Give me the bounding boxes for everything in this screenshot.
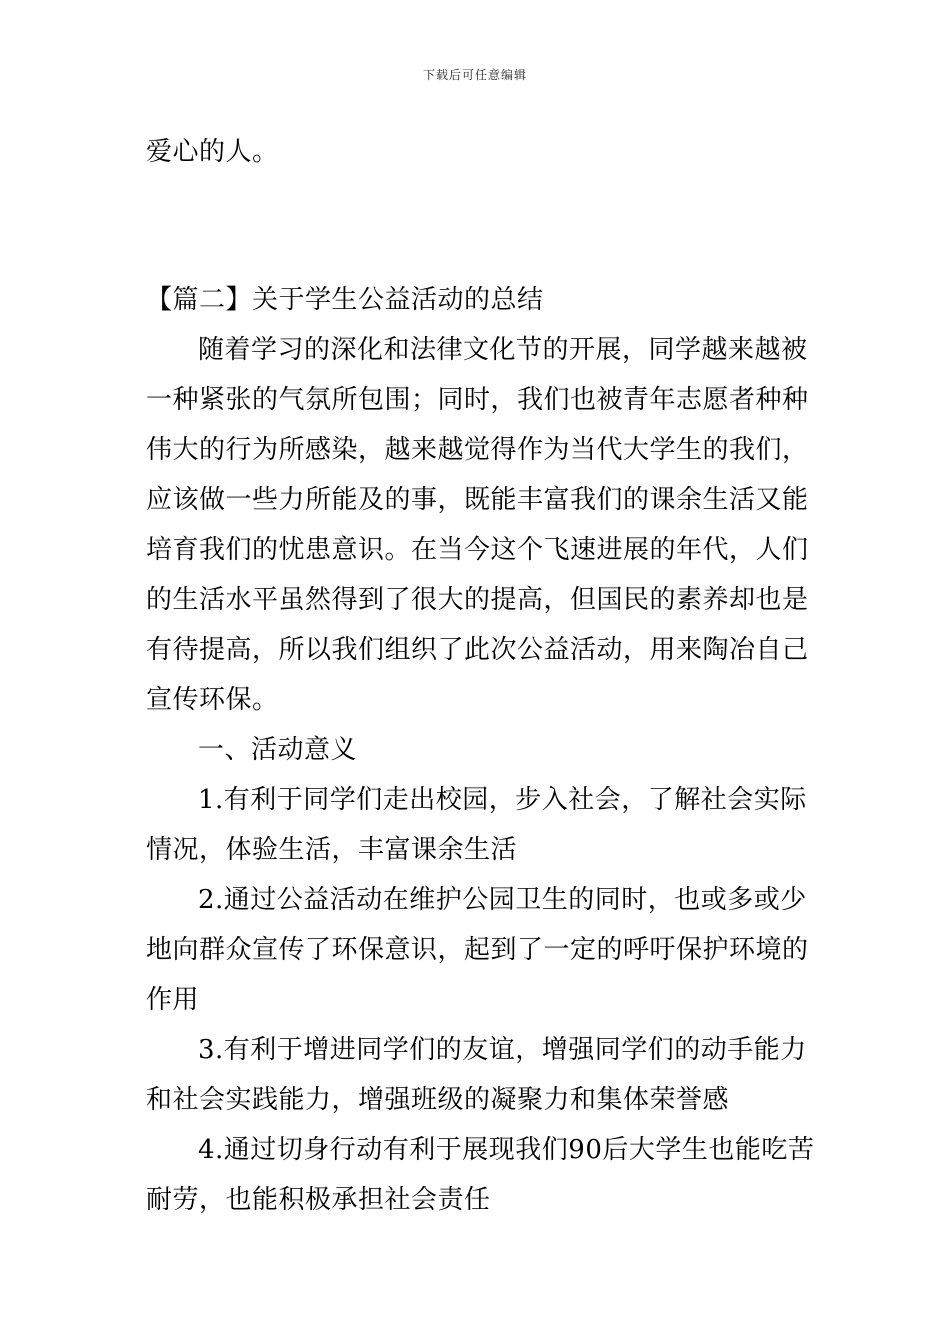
list-item-line: 情况，体验生活，丰富课余生活 (146, 835, 518, 865)
paragraph-line: 一种紧张的气氛所包围；同时，我们也被青年志愿者种种 (146, 385, 809, 415)
list-item-line: 3.有利于增进同学们的友谊，增强同学们的动手能力 (198, 1035, 807, 1065)
paragraph-line: 的生活水平虽然得到了很大的提高，但国民的素养却也是 (146, 585, 809, 615)
paragraph-line: 有待提高，所以我们组织了此次公益活动，用来陶冶自己 (146, 635, 809, 665)
list-item-line: 作用 (146, 985, 200, 1015)
list-item-line: 和社会实践能力，增强班级的凝聚力和集体荣誉感 (146, 1085, 730, 1115)
section-heading: 一、活动意义 (198, 735, 358, 765)
list-item-line: 耐劳，也能积极承担社会责任 (146, 1185, 491, 1215)
list-item-line: 1.有利于同学们走出校园，步入社会，了解社会实际 (198, 785, 807, 815)
intro-line: 爱心的人。 (146, 137, 279, 167)
list-item-line: 地向群众宣传了环保意识，起到了一定的呼吁保护环境的 (146, 935, 809, 965)
page-header: 下载后可任意编辑 (422, 68, 527, 82)
document-body (146, 275, 815, 1225)
intro-block (146, 127, 808, 177)
list-item-line: 4.通过切身行动有利于展现我们90后大学生也能吃苦 (198, 1135, 815, 1165)
section-title: 【篇二】关于学生公益活动的总结 (146, 285, 544, 315)
paragraph-line: 宣传环保。 (146, 685, 279, 715)
list-item-line: 2.通过公益活动在维护公园卫生的同时，也或多或少 (198, 885, 807, 915)
paragraph-line: 应该做一些力所能及的事，既能丰富我们的课余生活又能 (146, 485, 809, 515)
paragraph-line: 伟大的行为所感染，越来越觉得作为当代大学生的我们， (146, 435, 809, 465)
paragraph-line: 培育我们的忧患意识。在当今这个飞速进展的年代，人们 (146, 535, 809, 565)
paragraph-line: 随着学习的深化和法律文化节的开展，同学越来越被 (198, 335, 808, 365)
